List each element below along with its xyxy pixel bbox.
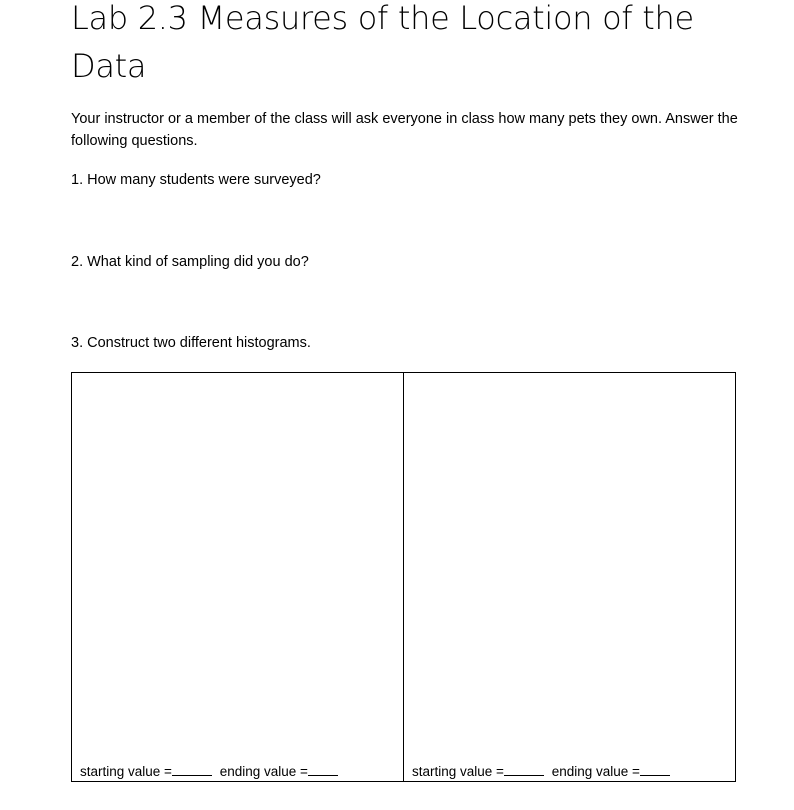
ending-value-label: ending value =: [551, 764, 640, 779]
histogram-box-2-footer: [412, 763, 670, 780]
question-3: 3. Construct two different histograms.: [71, 335, 311, 351]
question-1: 1. How many students were surveyed?: [71, 172, 321, 188]
question-2: 2. What kind of sampling did you do?: [71, 254, 309, 270]
histogram-box-1-footer: [80, 763, 338, 780]
starting-value-label: starting value =: [412, 764, 504, 779]
intro-paragraph: Your instructor or a member of the class will ask everyone in class how many pets they own. Answer the following questions.: [71, 111, 738, 149]
ending-value-blank: [640, 763, 670, 776]
histogram-box-1: [72, 373, 403, 781]
starting-value-label: starting value =: [80, 764, 172, 779]
ending-value-label: ending value =: [219, 764, 308, 779]
histogram-box-2: [403, 373, 735, 781]
starting-value-blank: [504, 763, 544, 776]
ending-value-blank: [308, 763, 338, 776]
histogram-boxes: [71, 372, 736, 782]
page-title: Lab 2.3 Measures of the Location of the Data: [71, 0, 694, 85]
starting-value-blank: [172, 763, 212, 776]
